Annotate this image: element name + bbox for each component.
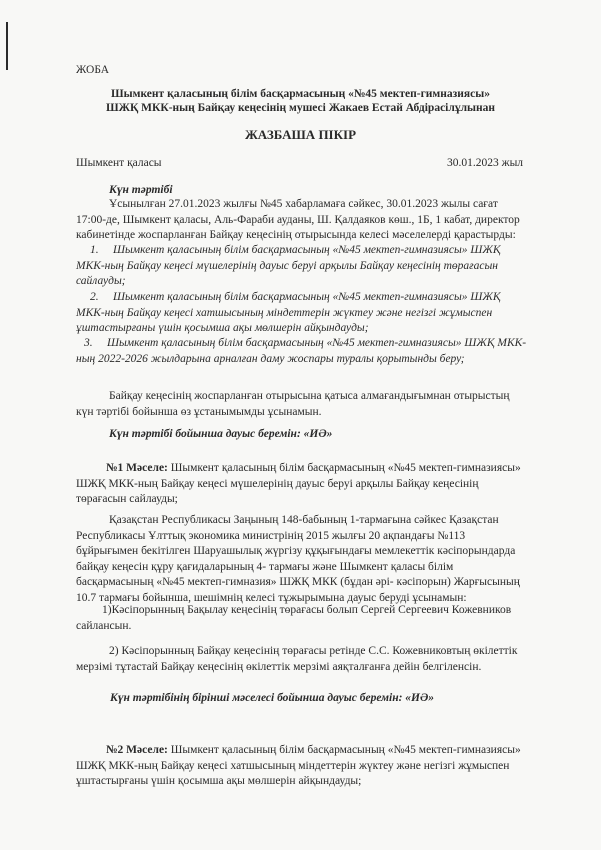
issue-2-line: Шымкент қаласының білім басқармасының «№45 мектеп-гимназиясы» <box>167 744 521 756</box>
resolution-1-line: сайлансын. <box>76 619 132 632</box>
intro-paragraph <box>76 197 546 244</box>
intro-line: 17:00-де, Шымкент қаласы, Аль-Фараби ауданы, Ш. Қалдаяков көш., 1Б, 1 кабат, директор <box>76 213 520 226</box>
document-title: ЖАЗБАША ПІКІР <box>244 127 357 142</box>
issue-2-line: ұштастырғаны үшін қосымша ақы мөлшерін айқындауды; <box>76 775 362 787</box>
vote-heading: Күн тәртібі бойынша дауыс беремін: «ИӘ» <box>109 428 333 440</box>
agenda-item-line: МКК-ның Байқау кеңесі мүшелерінің дауыс беруі арқылы Байқау кеңесінің төрағасын <box>76 259 499 272</box>
resolution-2-line: мерзімі тұтастай Байқау кеңесінің өкілеттік мерзімі аяқталғанға дейін белгіленсін. <box>76 660 482 673</box>
agenda-item-line: Шымкент қаласының білім басқармасының «№45 мектеп-гимназиясы» ШЖҚ <box>113 244 501 256</box>
issue-1 <box>76 461 546 508</box>
resolution-2 <box>76 644 546 675</box>
issue-1-line: Шымкент қаласының білім басқармасының «№45 мектеп-гимназиясы» <box>167 462 521 474</box>
resolution-1-line: 1)Кәсіпорынның Бақылау кеңесінің төрағасы болып Сергей Сергеевич Кожевников <box>102 604 512 616</box>
agenda-item-3 <box>76 336 546 367</box>
issue-2-label: №2 Мәселе: <box>106 744 168 756</box>
resolution-2-line: 2) Кәсіпорынның Байқау кеңесінің төрағасы ретінде С.С. Кожевниковтың өкілеттік <box>109 645 518 657</box>
agenda-item-line: ның 2022-2026 жылдарына арналған даму жоспары туралы қорытынды беру; <box>76 352 465 365</box>
issue-1-line: төрағасын сайлауды; <box>76 493 178 505</box>
absence-note-line: күн тәртібі бойынша өз ұстанымымды ұсынамын. <box>76 405 322 418</box>
header-line-1: Шымкент қаласының білім басқармасының «№45 мектеп-гимназиясы» <box>111 88 490 100</box>
draft-label: ЖОБА <box>76 64 110 76</box>
legal-basis-line: Республикасы Ұлттық экономика министрінің 2015 жылғы 20 ақпандағы №113 <box>76 529 466 542</box>
scan-edge-mark <box>6 22 8 70</box>
vote-1-heading: Күн тәртібінің бірінші мәселесі бойынша дауыс беремін: «ИӘ» <box>110 692 435 704</box>
agenda-item-line: МКК-ның Байқау кеңесі хатшысының міндеттерін жүктеу және негізгі жұмыспен <box>76 306 493 319</box>
agenda-item-line: Шымкент қаласының білім басқармасының «№45 мектеп-гимназиясы» ШЖҚ <box>113 291 501 303</box>
agenda-item-number: 3. <box>84 337 93 349</box>
agenda-heading: Күн тәртібі <box>109 184 173 196</box>
intro-line: кабинетінде жоспарланған Байқау кеңесінің отырысында келесі мәселелерді қарастырды: <box>76 229 516 241</box>
agenda-item-line: ұштастырғаны үшін қосымша ақы мөлшерін айқындауды; <box>76 322 369 334</box>
resolution-1 <box>76 603 546 634</box>
legal-basis-line: бұйрығымен бекітілген Шаруашылық жүргізу құқығындағы мемлекеттік кәсіпорындарда <box>76 545 516 557</box>
place: Шымкент қаласы <box>76 157 162 169</box>
legal-basis <box>76 513 546 606</box>
issue-2 <box>76 743 546 790</box>
date: 30.01.2023 жыл <box>447 157 524 169</box>
agenda-item-number: 1. <box>90 244 99 256</box>
agenda-item-line: сайлауды; <box>76 275 126 287</box>
issue-2-line: ШЖҚ МКК-ның Байқау кеңесі хатшысының міндеттерін жүктеу және негізгі жұмыспен <box>76 759 510 772</box>
agenda-item-line: Шымкент қаласының білім басқармасының «№45 мектеп-гимназиясы» ШЖҚ МКК- <box>107 337 527 349</box>
header-line-2: ШЖҚ МКК-ның Байқау кеңесінің мушесі Жакаев Естай Абдірасілұлынан <box>105 102 496 114</box>
agenda-item-2 <box>76 290 546 337</box>
legal-basis-line: байқау кеңесін құру қағидаларының 4- тармағы және Шымкент қаласы білім <box>76 560 454 573</box>
intro-line: Ұсынылған 27.01.2023 жылғы №45 хабарламаға сәйкес, 30.01.2023 жылы сағат <box>109 198 498 210</box>
agenda-item-1 <box>76 243 546 290</box>
issue-1-line: ШЖҚ МКК-ның Байқау кеңесі мүшелерінің дауыс беруі арқылы Байқау кеңесінің <box>76 477 479 490</box>
issue-1-label: №1 Мәселе: <box>106 462 168 474</box>
legal-basis-line: 10.7 тармағы бойынша, шешімнің келесі тұжырымына дауыс беруді ұсынамын: <box>76 591 467 604</box>
absence-note <box>76 389 546 420</box>
legal-basis-line: Қазақстан Республикасы Заңының 148-бабының 1-тармағына сәйкес Қазақстан <box>109 514 499 526</box>
legal-basis-line: басқармасының «№45 мектеп-гимназия» ШЖҚ МКК (бұдан әрі- кәсіпорын) Жарғысының <box>76 576 520 588</box>
agenda-item-number: 2. <box>90 291 99 303</box>
absence-note-line: Байқау кеңесінің жоспарланған отырысына қатыса алмағандығымнан отырыстың <box>109 390 510 402</box>
